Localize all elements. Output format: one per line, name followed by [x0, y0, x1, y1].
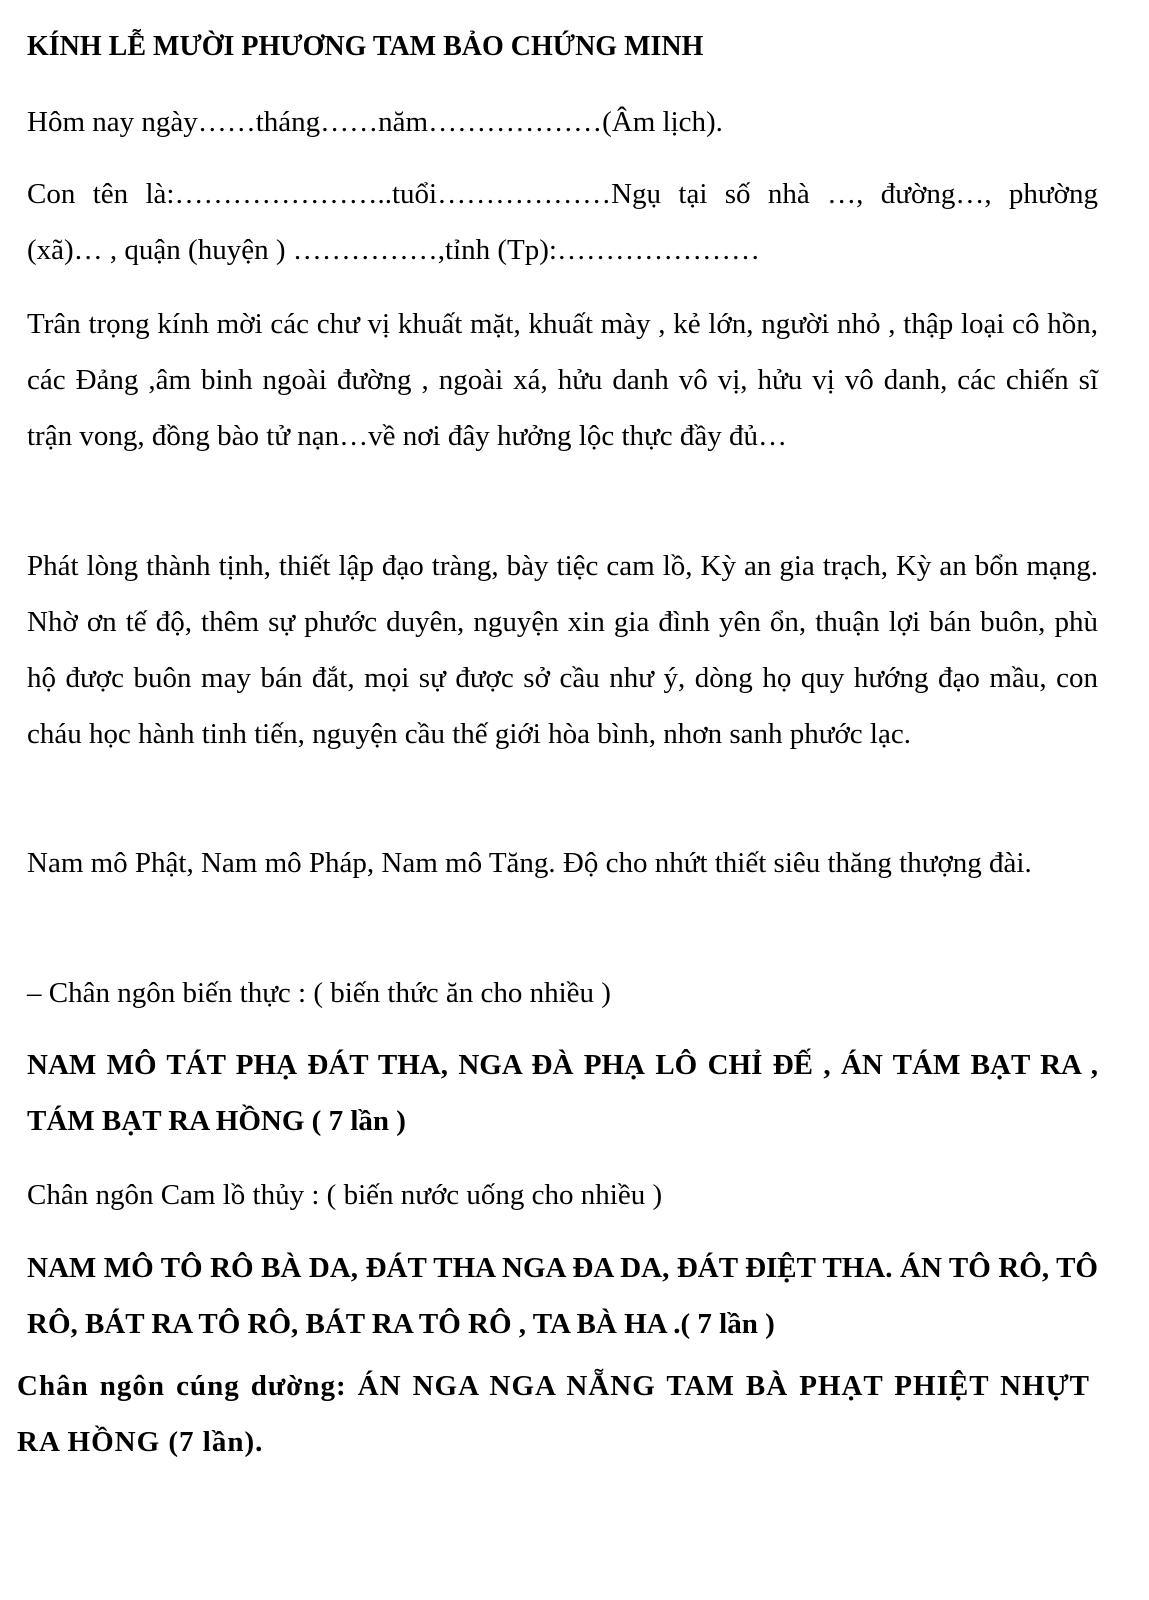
date-line: Hôm nay ngày……tháng……năm………………(Âm lịch).: [27, 106, 723, 138]
homage-paragraph: Nam mô Phật, Nam mô Pháp, Nam mô Tăng. Độ cho nhứt thiết siêu thăng thượng đài.: [27, 847, 1032, 879]
mantra-water-label: Chân ngôn Cam lồ thủy : ( biến nước uống cho nhiều ): [27, 1179, 663, 1211]
mantra-food-label: – Chân ngôn biến thực : ( biến thức ăn cho nhiều ): [27, 977, 611, 1009]
vow-paragraph: Phát lòng thành tịnh, thiết lập đạo tràng, bày tiệc cam lồ, Kỳ an gia trạch, Kỳ an bổn mạng. Nhờ ơn tế độ, thêm sự phước duyên, nguyện xin gia đình yên ổn, thuận lợi bán buôn, phù hộ được buôn may bán đắt, mọi sự được sở cầu như ý, dòng họ quy hướng đạo mầu, con cháu học hành tinh tiến, nguyện cầu thế giới hòa bình, nhơn sanh phước lạc.: [27, 550, 1098, 750]
identity-paragraph: Con tên là:…………………..tuổi………………Ngụ tại số nhà …, đường…, phường (xã)… , quận (huyện ) ……………,tỉnh (Tp):…………………: [27, 178, 1098, 266]
document-title: KÍNH LỄ MƯỜI PHƯƠNG TAM BẢO CHỨNG MINH: [27, 31, 704, 62]
invitation-paragraph: Trân trọng kính mời các chư vị khuất mặt, khuất mày , kẻ lớn, người nhỏ , thập loại cô hồn, các Đảng ,âm binh ngoài đường , ngoài xá, hửu danh vô vị, hửu vị vô danh, các chiến sĩ trận vong, đồng bào tử nạn…về nơi đây hưởng lộc thực đầy đủ…: [27, 308, 1098, 452]
mantra-food: NAM MÔ TÁT PHẠ ĐÁT THA, NGA ĐÀ PHẠ LÔ CHỈ ĐẾ , ÁN TÁM BẠT RA , TÁM BẠT RA HỒNG ( 7 lần ): [27, 1049, 1098, 1137]
mantra-water: NAM MÔ TÔ RÔ BÀ DA, ĐÁT THA NGA ĐA DA, ĐÁT ĐIỆT THA. ÁN TÔ RÔ, TÔ RÔ, BÁT RA TÔ RÔ, BÁT RA TÔ RÔ , TA BÀ HA .( 7 lần ): [27, 1252, 1098, 1340]
offering-mantra: Chân ngôn cúng dường: ÁN NGA NGA NẴNG TAM BÀ PHẠT PHIỆT NHỰT RA HỒNG (7 lần).: [17, 1370, 1090, 1458]
